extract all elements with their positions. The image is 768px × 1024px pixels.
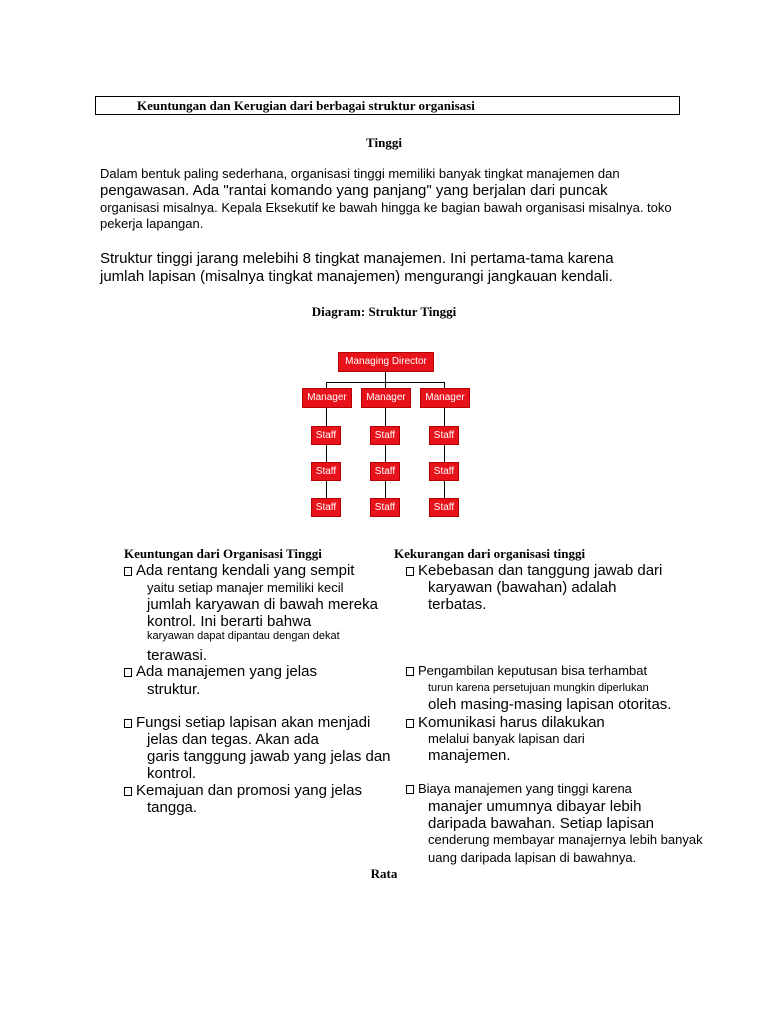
footer-heading: Rata bbox=[370, 866, 398, 881]
node-manager: Manager bbox=[361, 388, 411, 408]
disadvantage-line: karyawan (bawahan) adalah bbox=[428, 579, 617, 596]
advantage-line: kontrol. Ini berarti bahwa bbox=[147, 613, 312, 630]
disadvantage-item: Kebebasan dan tanggung jawab dari bbox=[406, 562, 662, 580]
advantage-line: struktur. bbox=[147, 681, 201, 698]
bullet-icon bbox=[124, 719, 132, 728]
intro-line: pekerja lapangan. bbox=[100, 216, 204, 231]
second-line: jumlah lapisan (misalnya tingkat manajemen) mengurangi jangkauan kendali. bbox=[100, 268, 613, 285]
bullet-icon bbox=[124, 787, 132, 796]
advantage-item: Ada manajemen yang jelas bbox=[124, 663, 317, 681]
disadvantage-item: Komunikasi harus dilakukan bbox=[406, 714, 605, 732]
node-staff: Staff bbox=[429, 498, 459, 517]
intro-line: pengawasan. Ada "rantai komando yang panjang" yang berjalan dari puncak bbox=[100, 182, 608, 199]
advantage-item: Kemajuan dan promosi yang jelas bbox=[124, 782, 362, 800]
second-line: Struktur tinggi jarang melebihi 8 tingkat manajemen. Ini pertama-tama karena bbox=[100, 250, 614, 267]
advantage-line: jelas dan tegas. Akan ada bbox=[147, 731, 319, 748]
advantage-item: Ada rentang kendali yang sempit bbox=[124, 562, 354, 580]
disadvantage-item: Pengambilan keputusan bisa terhambat bbox=[406, 663, 647, 679]
node-staff: Staff bbox=[311, 498, 341, 517]
advantage-line: garis tanggung jawab yang jelas dan bbox=[147, 748, 391, 765]
node-staff: Staff bbox=[311, 426, 341, 445]
disadvantage-line: oleh masing-masing lapisan otoritas. bbox=[428, 696, 672, 713]
node-manager: Manager bbox=[420, 388, 470, 408]
advantage-line: jumlah karyawan di bawah mereka bbox=[147, 596, 378, 613]
document-title: Keuntungan dan Kerugian dari berbagai struktur organisasi bbox=[137, 98, 475, 113]
disadvantages-heading: Kekurangan dari organisasi tinggi bbox=[394, 546, 586, 561]
bullet-icon bbox=[406, 667, 414, 676]
advantage-item: Fungsi setiap lapisan akan menjadi bbox=[124, 714, 370, 732]
advantage-line: tangga. bbox=[147, 799, 198, 816]
section-heading: Tinggi bbox=[366, 135, 402, 150]
disadvantage-line: uang daripada lapisan di bawahnya. bbox=[428, 850, 637, 865]
disadvantage-line: turun karena persetujuan mungkin diperlukan bbox=[428, 682, 649, 694]
node-staff: Staff bbox=[311, 462, 341, 481]
bullet-icon bbox=[406, 567, 414, 576]
node-manager: Manager bbox=[302, 388, 352, 408]
disadvantage-line: cenderung membayar manajernya lebih banyak bbox=[428, 832, 703, 847]
connector-line bbox=[326, 408, 327, 508]
intro-paragraph bbox=[100, 166, 672, 232]
intro-line: organisasi misalnya. Kepala Eksekutif ke bawah hingga ke bagian bawah organisasi misalnya. toko bbox=[100, 200, 672, 215]
disadvantage-line: melalui banyak lapisan dari bbox=[428, 731, 585, 746]
node-staff: Staff bbox=[370, 426, 400, 445]
disadvantage-line: daripada bawahan. Setiap lapisan bbox=[428, 815, 655, 832]
bullet-icon bbox=[124, 567, 132, 576]
bullet-icon bbox=[406, 719, 414, 728]
connector-line bbox=[385, 408, 386, 508]
second-paragraph bbox=[100, 250, 614, 286]
advantage-line: yaitu setiap manajer memiliki kecil bbox=[147, 580, 344, 595]
title-box bbox=[95, 96, 680, 115]
bullet-icon bbox=[406, 785, 414, 794]
node-managing-director: Managing Director bbox=[338, 352, 434, 372]
org-chart bbox=[300, 350, 470, 522]
diagram-title: Diagram: Struktur Tinggi bbox=[311, 304, 457, 319]
node-staff: Staff bbox=[429, 462, 459, 481]
node-staff: Staff bbox=[370, 462, 400, 481]
connector-line bbox=[385, 372, 386, 382]
node-staff: Staff bbox=[429, 426, 459, 445]
advantage-line: kontrol. bbox=[147, 765, 197, 782]
node-staff: Staff bbox=[370, 498, 400, 517]
advantage-line: terawasi. bbox=[147, 647, 208, 664]
bullet-icon bbox=[124, 668, 132, 677]
intro-line: Dalam bentuk paling sederhana, organisasi tinggi memiliki banyak tingkat manajemen dan bbox=[100, 166, 620, 181]
disadvantage-item: Biaya manajemen yang tinggi karena bbox=[406, 781, 632, 797]
connector-line bbox=[444, 408, 445, 508]
disadvantage-line: manajemen. bbox=[428, 747, 511, 764]
disadvantage-line: manajer umumnya dibayar lebih bbox=[428, 798, 642, 815]
advantages-heading: Keuntungan dari Organisasi Tinggi bbox=[124, 546, 322, 561]
disadvantage-line: terbatas. bbox=[428, 596, 487, 613]
advantage-line: karyawan dapat dipantau dengan dekat bbox=[147, 630, 340, 642]
